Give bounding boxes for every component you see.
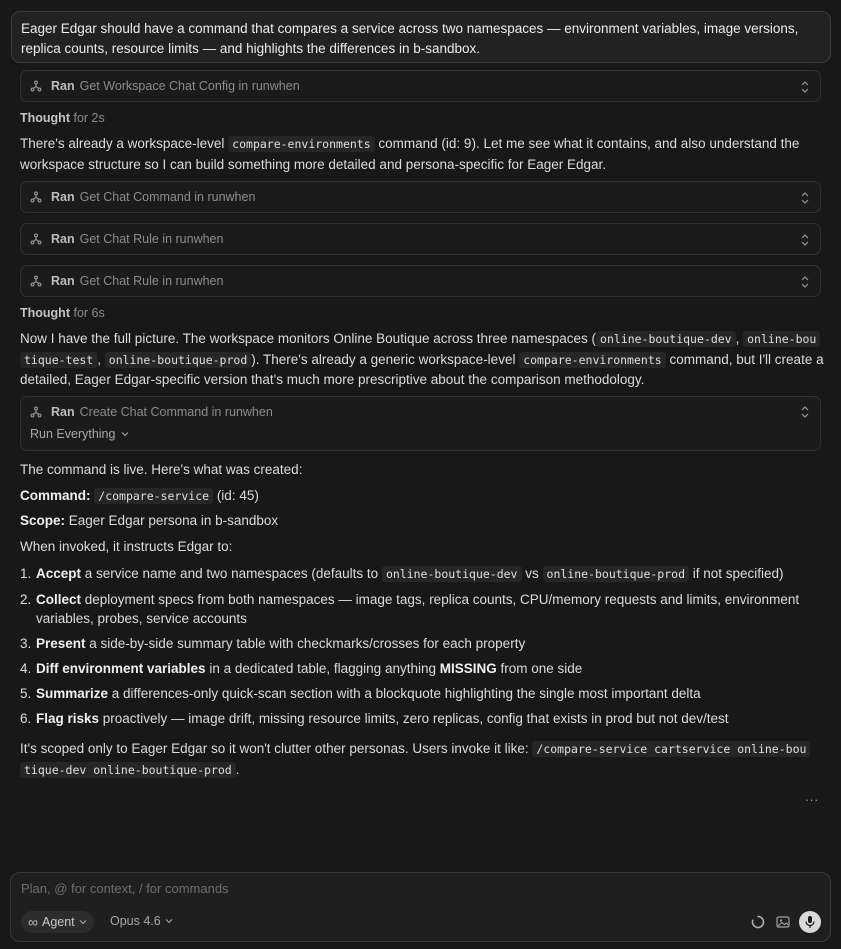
tool-icon <box>29 79 43 93</box>
text: from one side <box>496 661 583 676</box>
thought-label: Thought <box>20 306 70 320</box>
text: MISSING <box>439 661 497 676</box>
text: Flag risks <box>36 711 100 726</box>
expand-collapse-icon[interactable] <box>799 79 811 95</box>
run-everything-dropdown[interactable] <box>30 427 129 441</box>
tool-name: Get Chat Command in runwhen <box>79 190 256 204</box>
run-everything-label: Run Everything <box>30 427 116 441</box>
agent-mode-selector[interactable] <box>21 911 94 933</box>
command-line <box>20 486 825 507</box>
list-item <box>20 590 820 628</box>
text: Accept <box>36 566 82 581</box>
text: Summarize <box>36 686 109 701</box>
inline-code: online-boutique-prod <box>105 352 251 368</box>
model-label: Opus 4.6 <box>110 914 161 928</box>
text: Diff environment variables <box>36 661 206 676</box>
scope-line <box>20 511 825 531</box>
tool-icon <box>29 232 43 246</box>
tool-name: Get Chat Rule in runwhen <box>79 232 224 246</box>
chat-composer[interactable] <box>10 872 831 942</box>
expand-collapse-icon[interactable] <box>799 232 811 248</box>
chevron-down-icon <box>121 430 129 438</box>
list-item <box>20 684 820 703</box>
tool-icon <box>29 190 43 204</box>
tool-icon <box>29 405 43 419</box>
more-options-button[interactable]: ... <box>805 789 819 804</box>
text: vs <box>521 566 543 581</box>
expand-collapse-icon[interactable] <box>799 404 811 420</box>
chat-input[interactable]: Plan, @ for context, / for commands <box>21 881 229 896</box>
tool-status: Ran <box>51 232 75 246</box>
text: a differences-only quick-scan section with a blockquote highlighting the single most important delta <box>108 686 701 701</box>
inline-code: compare-environments <box>519 352 665 368</box>
command-id: (id: 45) <box>216 488 259 503</box>
text: Collect <box>36 592 82 607</box>
microphone-button[interactable] <box>799 911 821 933</box>
scope-value: Eager Edgar persona in b-sandbox <box>68 513 279 528</box>
inline-code: online-bou <box>743 331 820 347</box>
inline-code: tique-test <box>20 352 97 368</box>
command-value: /compare-service <box>94 488 213 504</box>
thought-indicator[interactable] <box>20 111 105 125</box>
text: Now I have the full picture. The workspace monitors Online Boutique across three namespaces ( <box>20 331 597 346</box>
assistant-paragraph <box>20 329 825 390</box>
text: There's already a workspace-level <box>20 136 229 151</box>
result-intro: The command is live. Here's what was created: <box>20 462 303 477</box>
list-number: 3. <box>20 636 32 651</box>
text: if not specified) <box>689 566 784 581</box>
inline-code: online-boutique-dev <box>382 566 522 582</box>
tool-status: Ran <box>51 79 75 93</box>
text: It's scoped only to Eager Edgar so it won't clutter other personas. Users invoke it like: <box>20 741 533 756</box>
text: . <box>235 761 240 777</box>
tool-call-get-chat-command[interactable] <box>20 181 821 213</box>
microphone-icon <box>804 915 816 929</box>
tool-status: Ran <box>51 190 75 204</box>
text: a service name and two namespaces (defaults to <box>81 566 382 581</box>
thought-duration: for 6s <box>73 306 105 320</box>
text: proactively — image drift, missing resource limits, zero replicas, config that exists in prod but not dev/test <box>99 711 729 726</box>
list-number: 6. <box>20 711 32 726</box>
thought-indicator[interactable] <box>20 306 105 320</box>
list-number: 1. <box>20 566 32 581</box>
loading-spinner-icon <box>750 914 766 930</box>
chevron-down-icon <box>165 917 173 925</box>
inline-code: /compare-service cartservice online-bou <box>532 741 810 757</box>
list-item <box>20 564 820 584</box>
expand-collapse-icon[interactable] <box>799 190 811 206</box>
list-item <box>20 659 820 678</box>
text: in a dedicated table, flagging anything <box>205 661 440 676</box>
chevron-down-icon <box>79 918 87 926</box>
scope-label: Scope: <box>20 513 66 528</box>
user-message: Eager Edgar should have a command that compares a service across two namespaces — environment variables, image versions, replica counts, resource limits — and highlights the differences in b-sandbox. <box>11 11 831 63</box>
image-icon[interactable] <box>775 914 791 930</box>
command-label: Command: <box>20 488 91 503</box>
tool-call-get-chat-rule[interactable] <box>20 265 821 297</box>
tool-call-get-workspace-chat-config[interactable] <box>20 70 821 102</box>
text: command (id: 9). Let me see what it contains, and also understand the workspace structure so I can build something more detailed and persona-specific for Eager Edgar. <box>20 136 800 172</box>
list-number: 5. <box>20 686 32 701</box>
closing-paragraph <box>20 739 825 780</box>
tool-call-get-chat-rule[interactable] <box>20 223 821 255</box>
text: Present <box>36 636 86 651</box>
tool-icon <box>29 274 43 288</box>
instruction-list <box>20 564 820 734</box>
list-item <box>20 634 820 653</box>
list-item <box>20 709 820 728</box>
text: , <box>97 351 105 367</box>
text: , <box>735 331 744 346</box>
tool-name: Get Chat Rule in runwhen <box>79 274 224 288</box>
assistant-paragraph <box>20 134 825 174</box>
thought-duration: for 2s <box>73 111 105 125</box>
inline-code: tique-dev online-boutique-prod <box>20 762 236 778</box>
text: deployment specs from both namespaces — image tags, replica counts, CPU/memory requests and limits, environment variables, probes, service accounts <box>36 592 800 626</box>
text: ). There's already a generic workspace-level <box>251 351 520 367</box>
text: command, but I'll create a detailed, Eager Edgar-specific version that's much more prescriptive about the comparison methodology. <box>20 351 824 387</box>
text: a side-by-side summary table with checkmarks/crosses for each property <box>85 636 526 651</box>
infinity-icon: ∞ <box>28 914 38 930</box>
model-selector[interactable] <box>110 914 173 928</box>
tool-status: Ran <box>51 274 75 288</box>
tool-name: Get Workspace Chat Config in runwhen <box>79 79 300 93</box>
tool-status: Ran <box>51 405 75 419</box>
invoked-line: When invoked, it instructs Edgar to: <box>20 539 233 554</box>
tool-call-create-chat-command[interactable] <box>20 396 821 451</box>
agent-label: Agent <box>41 915 75 929</box>
inline-code: online-boutique-prod <box>543 566 689 582</box>
tool-name: Create Chat Command in runwhen <box>79 405 273 419</box>
expand-collapse-icon[interactable] <box>799 274 811 290</box>
list-number: 2. <box>20 592 32 607</box>
inline-code: compare-environments <box>228 136 374 152</box>
thought-label: Thought <box>20 111 70 125</box>
list-number: 4. <box>20 661 32 676</box>
inline-code: online-boutique-dev <box>596 331 736 347</box>
